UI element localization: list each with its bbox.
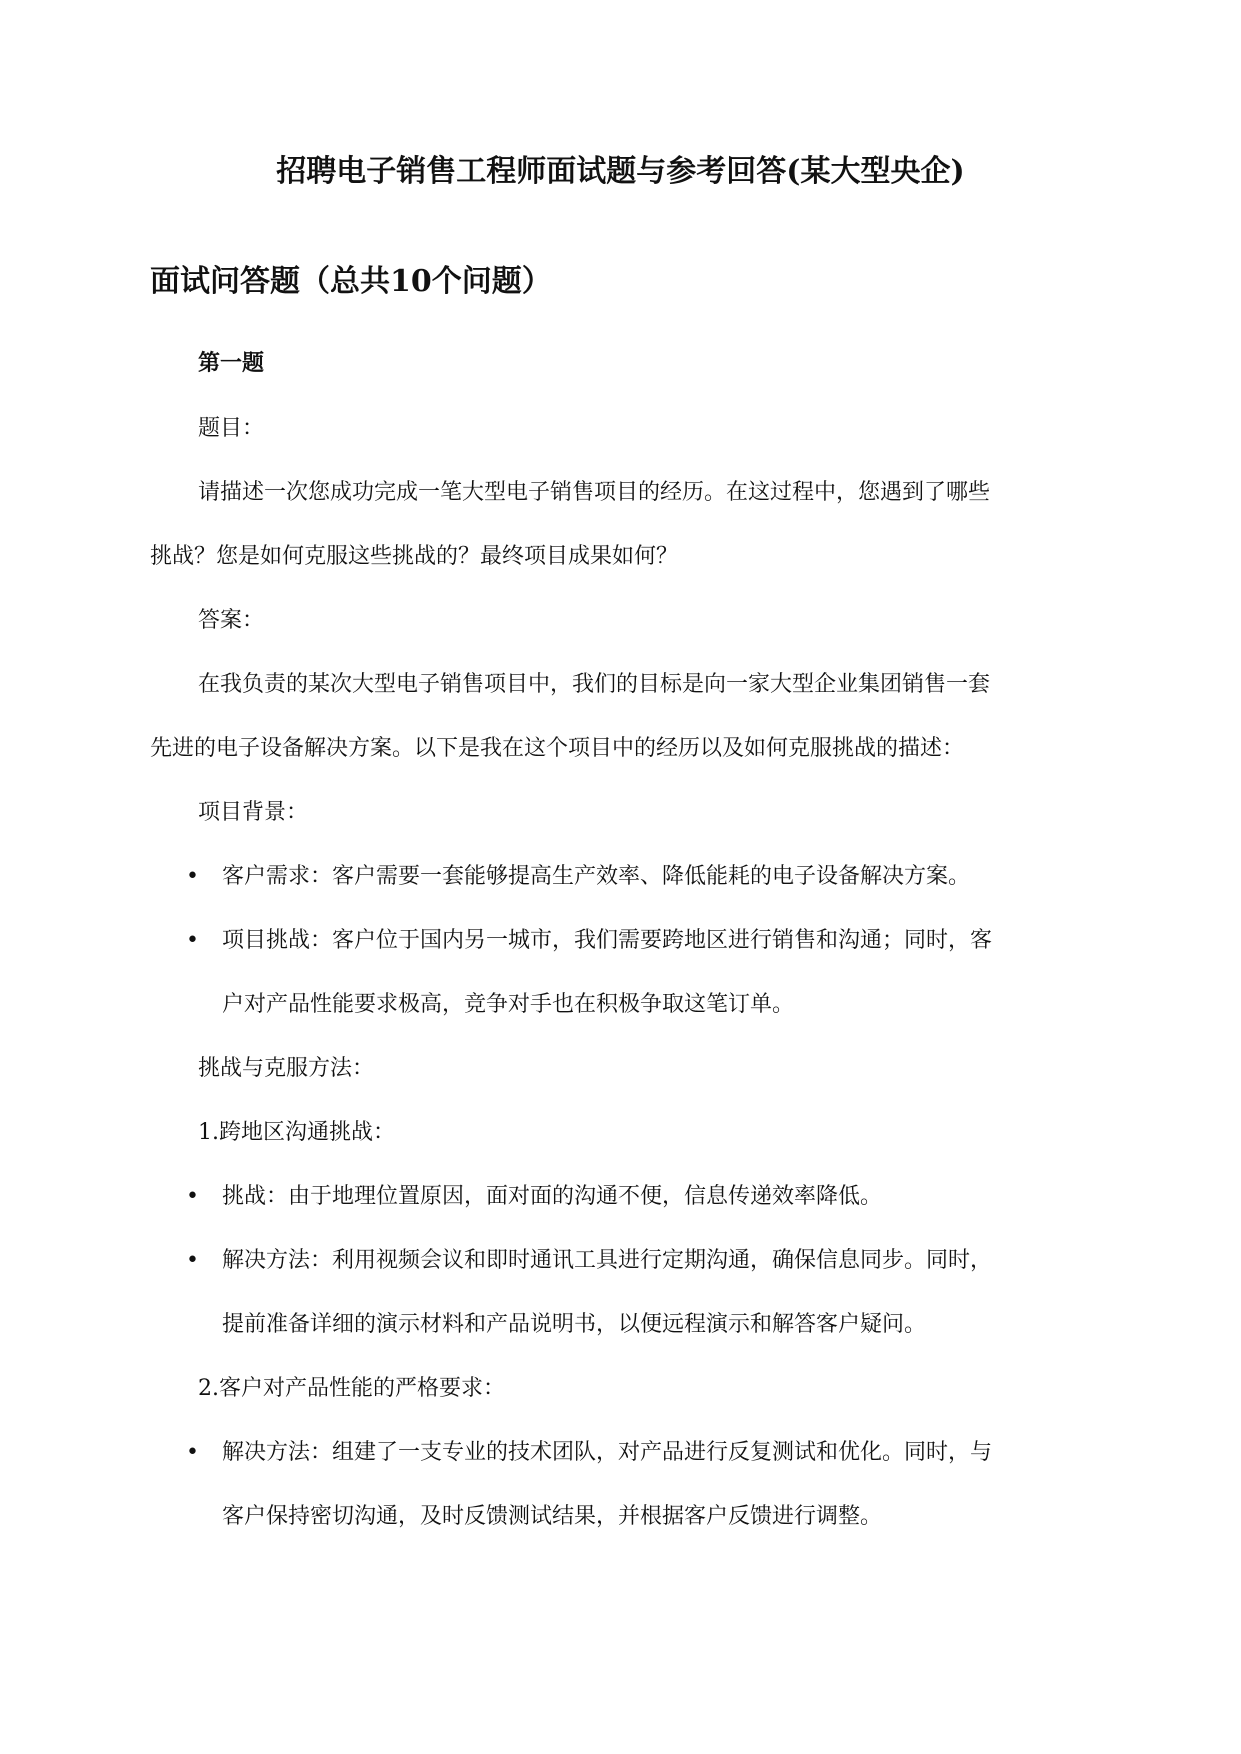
question-text-line-1: 请描述一次您成功完成一笔大型电子销售项目的经历。在这过程中，您遇到了哪些 [198,480,991,505]
question-number-heading: 第一题 [198,350,265,376]
question-label: 题目： [198,416,265,441]
bullet-icon: • [186,1248,199,1273]
bullet-icon: • [186,928,199,953]
section-heading: 面试问答题（总共10个问题） [150,264,552,299]
background-bullet-1: 客户需求：客户需要一套能够提高生产效率、降低能耗的电子设备解决方案。 [222,864,971,889]
challenge-item-1-title: 1.跨地区沟通挑战： [198,1120,395,1145]
challenge-item-2-bullet-1-line-2: 客户保持密切沟通，及时反馈测试结果，并根据客户反馈进行调整。 [222,1504,883,1529]
answer-text-line-1: 在我负责的某次大型电子销售项目中，我们的目标是向一家大型企业集团销售一套 [198,672,991,697]
bullet-icon: • [186,1184,199,1209]
background-bullet-2-line-2: 户对产品性能要求极高，竞争对手也在积极争取这笔订单。 [222,992,795,1017]
bullet-icon: • [186,864,199,889]
document-title: 招聘电子销售工程师面试题与参考回答(某大型央企) [276,154,965,189]
question-text-line-2: 挑战？您是如何克服这些挑战的？最终项目成果如何？ [150,544,679,569]
background-label: 项目背景： [198,800,309,825]
background-bullet-2-line-1: 项目挑战：客户位于国内另一城市，我们需要跨地区进行销售和沟通；同时，客 [222,928,993,953]
answer-label: 答案： [198,608,265,633]
challenge-item-1-bullet-1: 挑战：由于地理位置原因，面对面的沟通不便，信息传递效率降低。 [222,1184,883,1209]
challenges-label: 挑战与克服方法： [198,1056,375,1081]
challenge-item-1-bullet-2-line-1: 解决方法：利用视频会议和即时通讯工具进行定期沟通，确保信息同步。同时， [222,1248,993,1273]
challenge-item-2-bullet-1-line-1: 解决方法：组建了一支专业的技术团队，对产品进行反复测试和优化。同时，与 [222,1440,993,1465]
bullet-icon: • [186,1440,199,1465]
answer-text-line-2: 先进的电子设备解决方案。以下是我在这个项目中的经历以及如何克服挑战的描述： [150,736,965,761]
challenge-item-2-title: 2.客户对产品性能的严格要求： [198,1376,505,1401]
challenge-item-1-bullet-2-line-2: 提前准备详细的演示材料和产品说明书，以便远程演示和解答客户疑问。 [222,1312,927,1337]
